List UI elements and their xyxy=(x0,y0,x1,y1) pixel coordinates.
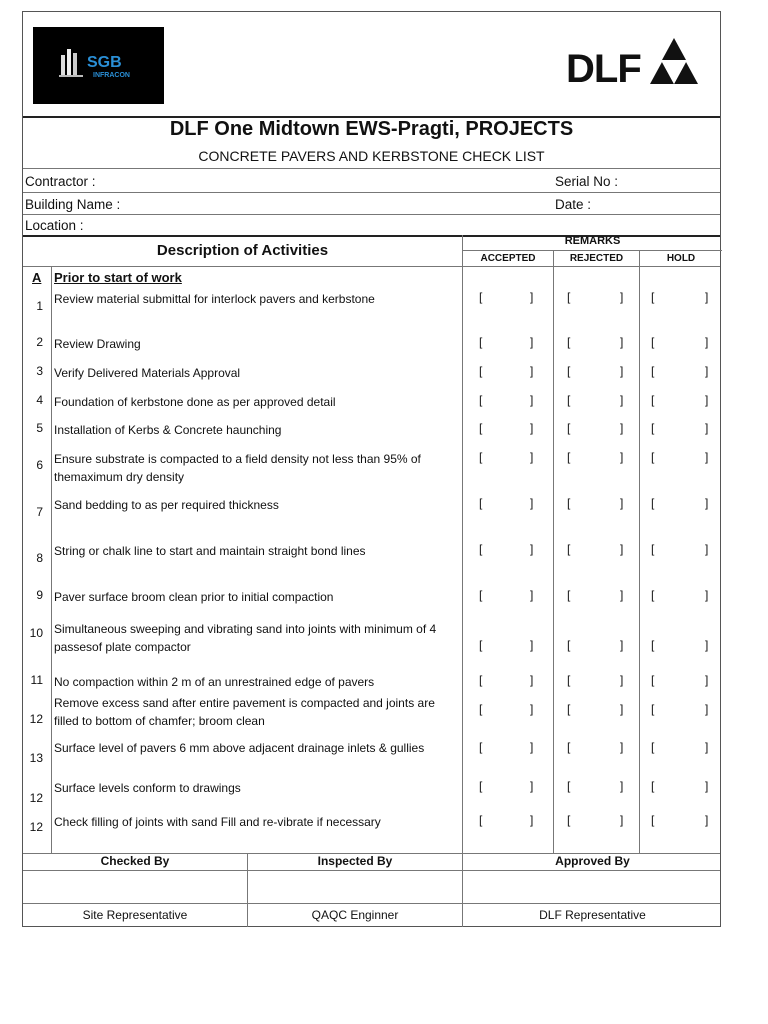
hold-checkbox[interactable] xyxy=(648,364,714,382)
bracket-open: [ xyxy=(651,740,655,754)
bracket-open: [ xyxy=(651,673,655,687)
rejected-checkbox[interactable] xyxy=(564,393,629,411)
bracket-open: [ xyxy=(567,702,571,716)
hold-checkbox[interactable] xyxy=(648,421,714,439)
row-number: 11 xyxy=(30,673,43,687)
row-number: 4 xyxy=(36,393,43,407)
building-label: Building Name : xyxy=(25,197,121,212)
rejected-checkbox[interactable] xyxy=(564,588,629,606)
rejected-checkbox[interactable] xyxy=(564,450,629,468)
bracket-open: [ xyxy=(651,290,655,304)
bracket-close: ] xyxy=(705,702,709,716)
rejected-checkbox[interactable] xyxy=(564,335,629,353)
bracket-open: [ xyxy=(479,702,483,716)
row-description: Installation of Kerbs & Concrete haunching xyxy=(54,423,282,437)
bracket-open: [ xyxy=(567,673,571,687)
bracket-close: ] xyxy=(530,393,534,407)
bracket-open: [ xyxy=(479,542,483,556)
row-description: String or chalk line to start and maintain straight bond lines xyxy=(54,544,366,558)
contractor-logo xyxy=(33,27,164,104)
bracket-open: [ xyxy=(651,588,655,602)
bracket-open: [ xyxy=(651,335,655,349)
bracket-close: ] xyxy=(705,450,709,464)
checked-by-header: Checked By xyxy=(100,854,170,868)
row-description: No compaction within 2 m of an unrestrained edge of pavers xyxy=(54,675,375,689)
bracket-close: ] xyxy=(705,673,709,687)
bracket-open: [ xyxy=(479,779,483,793)
bracket-close: ] xyxy=(530,740,534,754)
accepted-checkbox[interactable] xyxy=(476,740,539,758)
bracket-close: ] xyxy=(530,638,534,652)
bracket-open: [ xyxy=(567,393,571,407)
accepted-checkbox[interactable] xyxy=(476,813,539,831)
row-number: 1 xyxy=(36,299,43,313)
row-description: Review Drawing xyxy=(54,337,141,351)
bracket-open: [ xyxy=(479,496,483,510)
row-description: Sand bedding to as per required thickness xyxy=(54,498,279,512)
bracket-close: ] xyxy=(620,450,624,464)
approved-by-signature-field[interactable] xyxy=(463,871,722,903)
bracket-close: ] xyxy=(620,588,624,602)
bracket-open: [ xyxy=(651,813,655,827)
row-description: Surface level of pavers 6 mm above adjacent drainage inlets & gullies xyxy=(54,741,425,755)
bracket-close: ] xyxy=(705,335,709,349)
hold-header: HOLD xyxy=(666,253,696,264)
rejected-checkbox[interactable] xyxy=(564,813,629,831)
bracket-close: ] xyxy=(620,740,624,754)
bracket-close: ] xyxy=(705,542,709,556)
bracket-close: ] xyxy=(620,673,624,687)
bracket-close: ] xyxy=(530,779,534,793)
row-number: 3 xyxy=(36,364,43,378)
bracket-open: [ xyxy=(479,588,483,602)
bracket-close: ] xyxy=(705,421,709,435)
bracket-open: [ xyxy=(567,290,571,304)
bracket-close: ] xyxy=(530,588,534,602)
bracket-close: ] xyxy=(530,813,534,827)
bracket-open: [ xyxy=(479,740,483,754)
hold-checkbox[interactable] xyxy=(648,813,714,831)
accepted-checkbox[interactable] xyxy=(476,450,539,468)
section-letter: A xyxy=(32,270,42,285)
svg-text:SGB: SGB xyxy=(87,54,122,71)
bracket-close: ] xyxy=(530,496,534,510)
bracket-open: [ xyxy=(567,588,571,602)
bracket-close: ] xyxy=(620,393,624,407)
bracket-close: ] xyxy=(705,638,709,652)
bracket-close: ] xyxy=(620,542,624,556)
bracket-close: ] xyxy=(705,496,709,510)
bracket-close: ] xyxy=(620,335,624,349)
bracket-close: ] xyxy=(530,702,534,716)
rejected-checkbox[interactable] xyxy=(564,673,629,691)
bracket-open: [ xyxy=(479,421,483,435)
bracket-close: ] xyxy=(620,813,624,827)
bracket-open: [ xyxy=(479,813,483,827)
bracket-open: [ xyxy=(479,673,483,687)
accepted-checkbox[interactable] xyxy=(476,673,539,691)
hold-checkbox[interactable] xyxy=(648,450,714,468)
bracket-open: [ xyxy=(651,542,655,556)
approved-by-header: Approved By xyxy=(555,854,630,868)
bracket-open: [ xyxy=(651,393,655,407)
bracket-open: [ xyxy=(567,638,571,652)
accepted-checkbox[interactable] xyxy=(476,588,539,606)
page-title: DLF One Midtown EWS-Pragti, PROJECTS xyxy=(169,118,574,140)
row-description: Simultaneous sweeping and vibrating sand into joints with minimum of 4 passesof plate compactor xyxy=(54,622,437,654)
rejected-checkbox[interactable] xyxy=(564,290,629,308)
bracket-open: [ xyxy=(651,638,655,652)
inspected-by-signature-field[interactable] xyxy=(248,871,462,903)
svg-text:DLF: DLF xyxy=(566,47,641,88)
bracket-open: [ xyxy=(567,779,571,793)
row-description: Verify Delivered Materials Approval xyxy=(54,366,241,380)
bracket-close: ] xyxy=(530,364,534,378)
bracket-close: ] xyxy=(530,673,534,687)
checklist-sheet xyxy=(22,11,721,927)
bracket-open: [ xyxy=(651,702,655,716)
hold-checkbox[interactable] xyxy=(648,393,714,411)
accepted-checkbox[interactable] xyxy=(476,364,539,382)
serial-label: Serial No : xyxy=(555,174,619,189)
dlf-representative-label: DLF Representative xyxy=(539,908,646,922)
accepted-checkbox[interactable] xyxy=(476,702,539,720)
row-number: 12 xyxy=(29,712,43,726)
row-description: Ensure substrate is compacted to a field density not less than 95% of themaximum dry density xyxy=(54,452,421,484)
bracket-close: ] xyxy=(530,335,534,349)
contractor-label: Contractor : xyxy=(25,174,96,189)
bracket-open: [ xyxy=(567,542,571,556)
svg-text:INFRACON: INFRACON xyxy=(93,72,130,79)
accepted-checkbox[interactable] xyxy=(476,779,539,797)
bracket-open: [ xyxy=(479,290,483,304)
bracket-close: ] xyxy=(620,638,624,652)
row-description: Check filling of joints with sand Fill and re-vibrate if necessary xyxy=(54,815,381,829)
bracket-close: ] xyxy=(530,450,534,464)
row-number: 2 xyxy=(36,335,43,349)
bracket-close: ] xyxy=(530,290,534,304)
accepted-checkbox[interactable] xyxy=(476,421,539,439)
bracket-close: ] xyxy=(705,588,709,602)
rejected-checkbox[interactable] xyxy=(564,421,629,439)
bracket-open: [ xyxy=(479,335,483,349)
site-representative-label: Site Representative xyxy=(82,908,188,922)
bracket-close: ] xyxy=(705,290,709,304)
row-number: 8 xyxy=(36,551,43,565)
accepted-checkbox[interactable] xyxy=(476,335,539,353)
dlf-logo xyxy=(566,36,706,88)
hold-checkbox[interactable] xyxy=(648,638,714,656)
bracket-open: [ xyxy=(567,421,571,435)
hold-checkbox[interactable] xyxy=(648,335,714,353)
bracket-close: ] xyxy=(620,779,624,793)
row-description: Foundation of kerbstone done as per approved detail xyxy=(54,395,336,409)
bracket-close: ] xyxy=(530,421,534,435)
bracket-close: ] xyxy=(705,779,709,793)
accepted-checkbox[interactable] xyxy=(476,290,539,308)
rejected-checkbox[interactable] xyxy=(564,542,629,560)
bracket-open: [ xyxy=(651,421,655,435)
bracket-open: [ xyxy=(567,496,571,510)
row-description: Review material submittal for interlock pavers and kerbstone xyxy=(54,292,375,306)
row-number: 9 xyxy=(36,588,43,602)
row-number: 5 xyxy=(36,421,43,435)
row-number: 13 xyxy=(29,751,43,765)
date-label: Date : xyxy=(555,197,592,212)
accepted-checkbox[interactable] xyxy=(476,496,539,514)
rejected-header: REJECTED xyxy=(569,253,624,264)
qaqc-engineer-label: QAQC Enginner xyxy=(311,908,399,922)
row-number: 12 xyxy=(29,791,43,805)
hold-checkbox[interactable] xyxy=(648,542,714,560)
bracket-close: ] xyxy=(530,542,534,556)
bracket-open: [ xyxy=(479,450,483,464)
section-title: Prior to start of work xyxy=(54,270,182,285)
location-label: Location : xyxy=(25,218,84,233)
bracket-close: ] xyxy=(620,364,624,378)
bracket-close: ] xyxy=(620,702,624,716)
hold-checkbox[interactable] xyxy=(648,702,714,720)
bracket-open: [ xyxy=(567,740,571,754)
accepted-header: ACCEPTED xyxy=(480,253,536,264)
row-description: Surface levels conform to drawings xyxy=(54,781,241,795)
bracket-open: [ xyxy=(651,779,655,793)
rejected-checkbox[interactable] xyxy=(564,638,629,656)
rejected-checkbox[interactable] xyxy=(564,740,629,758)
inspected-by-header: Inspected By xyxy=(317,854,393,868)
bracket-close: ] xyxy=(620,421,624,435)
row-number: 12 xyxy=(29,820,43,834)
rejected-checkbox[interactable] xyxy=(564,364,629,382)
bracket-open: [ xyxy=(479,364,483,378)
bracket-open: [ xyxy=(651,364,655,378)
accepted-checkbox[interactable] xyxy=(476,393,539,411)
bracket-open: [ xyxy=(567,364,571,378)
bracket-open: [ xyxy=(651,450,655,464)
hold-checkbox[interactable] xyxy=(648,588,714,606)
hold-checkbox[interactable] xyxy=(648,673,714,691)
hold-checkbox[interactable] xyxy=(648,740,714,758)
description-header: Description of Activities xyxy=(156,242,329,259)
bracket-open: [ xyxy=(567,813,571,827)
row-number: 7 xyxy=(36,505,43,519)
bracket-open: [ xyxy=(479,393,483,407)
hold-checkbox[interactable] xyxy=(648,496,714,514)
bracket-close: ] xyxy=(620,290,624,304)
bracket-close: ] xyxy=(705,813,709,827)
row-description: Remove excess sand after entire pavement is compacted and joints are filled to bottom of chamfer; broom clean xyxy=(54,696,435,728)
row-number: 10 xyxy=(29,626,43,640)
row-number: 6 xyxy=(36,458,43,472)
page-subtitle: CONCRETE PAVERS AND KERBSTONE CHECK LIST xyxy=(198,148,545,164)
bracket-open: [ xyxy=(567,335,571,349)
remarks-header: REMARKS xyxy=(564,235,621,247)
accepted-checkbox[interactable] xyxy=(476,542,539,560)
rejected-checkbox[interactable] xyxy=(564,496,629,514)
checked-by-signature-field[interactable] xyxy=(23,871,247,903)
hold-checkbox[interactable] xyxy=(648,779,714,797)
bracket-close: ] xyxy=(620,496,624,510)
bracket-open: [ xyxy=(651,496,655,510)
bracket-close: ] xyxy=(705,364,709,378)
hold-checkbox[interactable] xyxy=(648,290,714,308)
bracket-close: ] xyxy=(705,740,709,754)
bracket-open: [ xyxy=(479,638,483,652)
rejected-checkbox[interactable] xyxy=(564,779,629,797)
rejected-checkbox[interactable] xyxy=(564,702,629,720)
row-description: Paver surface broom clean prior to initial compaction xyxy=(54,590,334,604)
bracket-close: ] xyxy=(705,393,709,407)
accepted-checkbox[interactable] xyxy=(476,638,539,656)
bracket-open: [ xyxy=(567,450,571,464)
